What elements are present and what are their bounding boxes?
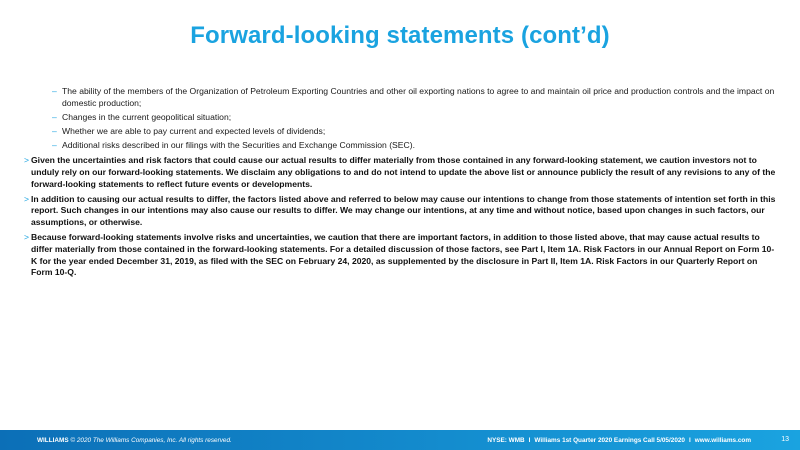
footer-website[interactable]: www.williams.com bbox=[694, 437, 751, 444]
footer-event-info bbox=[487, 437, 751, 444]
dash-bullet-icon: – bbox=[52, 86, 57, 96]
main-bullet-item bbox=[24, 155, 776, 190]
sub-bullet-item bbox=[24, 86, 776, 110]
dash-bullet-icon: – bbox=[52, 140, 57, 151]
main-bullet-item bbox=[24, 232, 776, 279]
sub-bullet-text: Whether we are able to pay current and expected levels of dividends; bbox=[62, 126, 326, 137]
main-bullet-text: In addition to causing our actual results to differ, the factors listed above and referred to below may cause our intentions to change from those statements of intention set forth in this report. Such changes in our intentions may also cause our results to differ. We may change our intentions, at any time and without notice, based upon changes in such factors, our assumptions, or otherwise. bbox=[31, 193, 776, 228]
footer-event: Williams 1st Quarter 2020 Earnings Call 5/05/2020 bbox=[534, 437, 685, 444]
footer-copyright bbox=[37, 437, 232, 444]
footer-separator: I bbox=[688, 437, 691, 444]
page-number: 13 bbox=[781, 436, 789, 443]
dash-bullet-icon: – bbox=[52, 126, 57, 137]
slide-content bbox=[24, 86, 776, 281]
slide-title: Forward-looking statements (cont’d) bbox=[190, 22, 610, 49]
footer-bar bbox=[0, 430, 800, 450]
footer-separator: I bbox=[528, 437, 531, 444]
main-bullet-text: Because forward-looking statements involve risks and uncertainties, we caution that there are important factors, in addition to those listed above, that may cause actual results to differ materially from those contained in the forward-looking statements. For a detailed discussion of those factors, see Part I, Item 1A. Risk Factors in our Annual Report on Form 10-K for the year ended December 31, 2019, as filed with the SEC on February 24, 2020, as supplemented by the disclosure in Part II, Item 1A. Risk Factors in our Quarterly Report on Form 10-Q. bbox=[31, 231, 775, 278]
main-bullet-text: Given the uncertainties and risk factors that could cause our actual results to differ materially from those contained in any forward-looking statement, we caution investors not to unduly rely on our forward-looking statements. We disclaim any obligations to and do not intend to update the above list or announce publicly the result of any revisions to any of the forward-looking statements to reflect future events or developments. bbox=[31, 155, 776, 189]
sub-bullet-text: Additional risks described in our filings with the Securities and Exchange Commission (SEC). bbox=[62, 140, 415, 151]
sub-bullet-item bbox=[24, 126, 776, 138]
dash-bullet-icon: – bbox=[52, 111, 57, 122]
footer-ticker: NYSE: WMB bbox=[487, 437, 525, 444]
footer-brand: WILLIAMS bbox=[37, 437, 69, 444]
main-bullet-item bbox=[24, 194, 776, 229]
sub-bullet-item bbox=[24, 140, 776, 152]
sub-bullet-text: The ability of the members of the Organization of Petroleum Exporting Countries and other oil exporting nations to agree to and maintain oil price and production controls and the impact on domestic production; bbox=[62, 86, 775, 108]
sub-bullet-text: Changes in the current geopolitical situation; bbox=[62, 111, 232, 122]
sub-bullet-item bbox=[24, 112, 776, 124]
footer-copyright-text: © 2020 The Williams Companies, Inc. All rights reserved. bbox=[70, 437, 232, 444]
arrow-bullet-icon: > bbox=[24, 231, 30, 242]
arrow-bullet-icon: > bbox=[24, 193, 30, 204]
arrow-bullet-icon: > bbox=[24, 155, 30, 166]
